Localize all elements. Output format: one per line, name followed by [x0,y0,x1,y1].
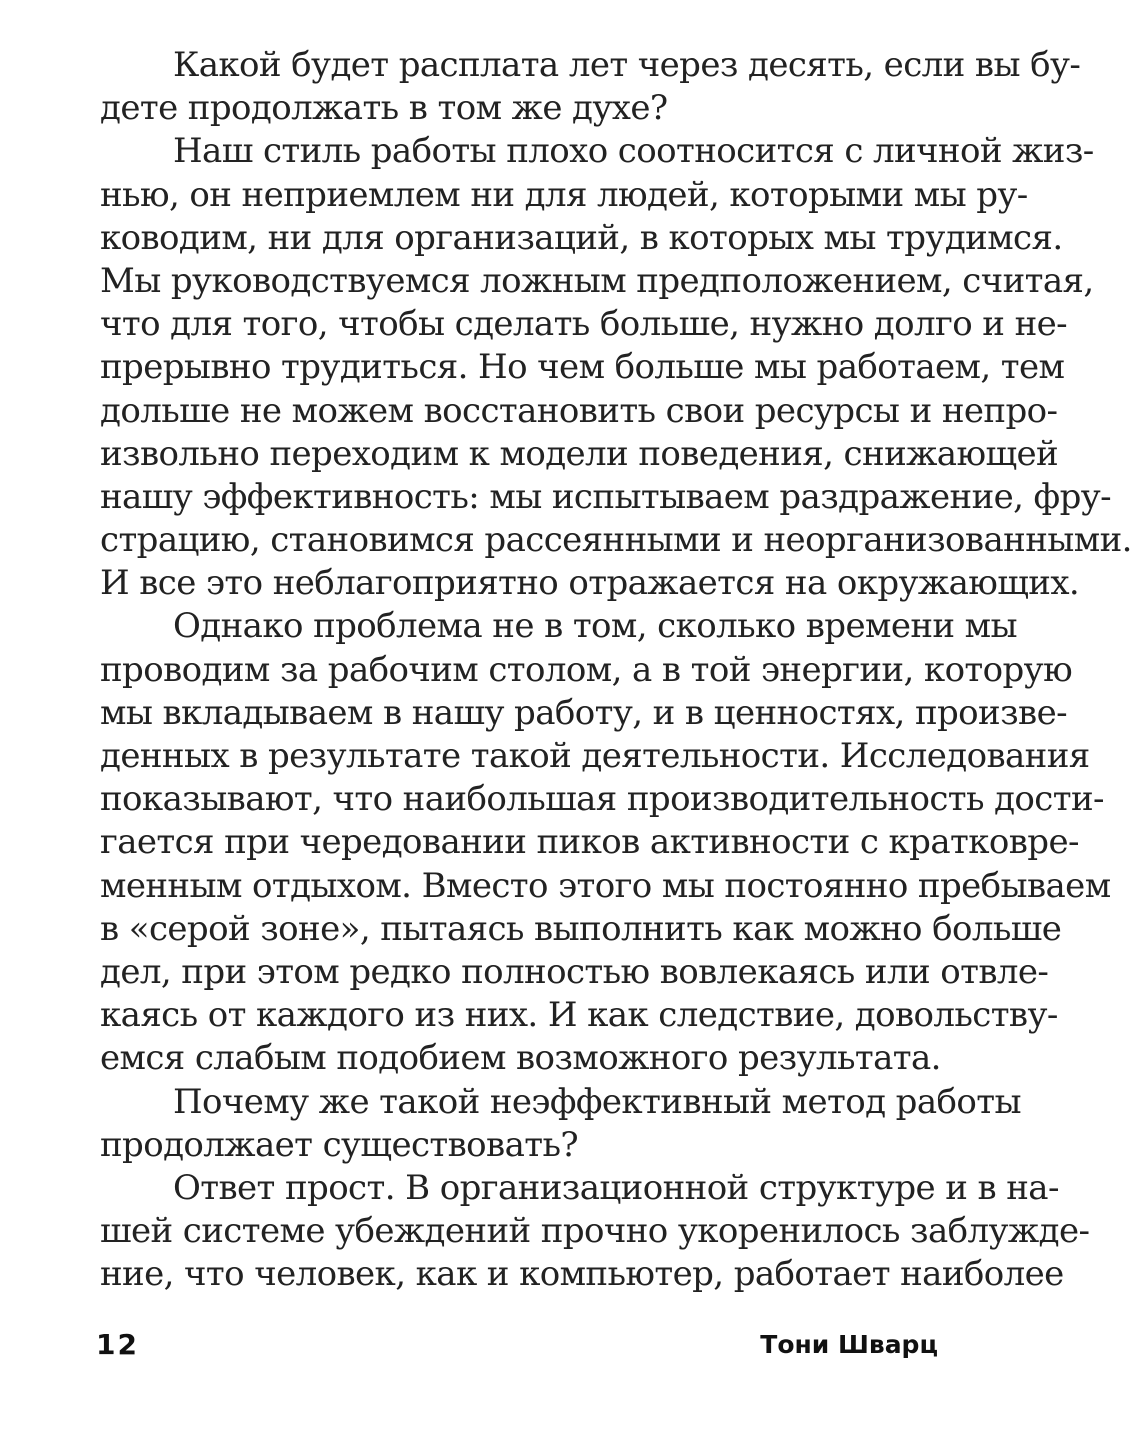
text-line: нашу эффективность: мы испытываем раздражение, фру- [100,476,1112,517]
text-line: дольше не можем восстановить свои ресурсы и непро- [100,390,1058,431]
text-line: ководим, ни для организаций, в которых мы трудимся. [100,217,1063,258]
text-line: менным отдыхом. Вместо этого мы постоянно пребываем [100,865,1111,906]
text-line: что для того, чтобы сделать больше, нужно долго и не- [100,304,1068,345]
paragraph-5 [100,1167,1090,1297]
text-line: Мы руководствуемся ложным предположением, считая, [100,260,1094,301]
text-line: дете продолжать в том же духе? [100,88,668,129]
text-line: нью, он неприемлем ни для людей, которыми мы ру- [100,174,1028,215]
text-line: дел, при этом редко полностью вовлекаясь или отвле- [100,951,1049,992]
text-line: ние, что человек, как и компьютер, работает наиболее [100,1254,1064,1295]
page-number: 12 [96,1328,139,1361]
text-line: в «серой зоне», пытаясь выполнить как можно больше [100,908,1062,949]
text-line: гается при чередовании пиков активности с кратковре- [100,822,1079,863]
paragraph-1 [100,44,1081,130]
text-line: шей системе убеждений прочно укоренилось заблужде- [100,1211,1090,1252]
text-line: каясь от каждого из них. И как следствие, довольству- [100,995,1058,1036]
text-line: страцию, становимся рассеянными и неорганизованными. [100,520,1132,561]
text-line: мы вкладываем в нашу работу, и в ценностях, произве- [100,692,1068,733]
text-line: Ответ прост. В организационной структуре и в на- [173,1167,1059,1208]
text-line: Наш стиль работы плохо соотносится с личной жиз- [173,131,1094,172]
text-line: Почему же такой неэффективный метод работы [173,1081,1021,1122]
text-line: денных в результате такой деятельности. Исследования [100,736,1090,776]
text-line: проводим за рабочим столом, а в той энергии, которую [100,649,1073,690]
text-line: извольно переходим к модели поведения, снижающей [100,433,1059,474]
text-line: прерывно трудиться. Но чем больше мы работаем, тем [100,347,1065,388]
text-line: емся слабым подобием возможного результата. [100,1038,941,1079]
body-text [100,44,1132,1296]
text-line: Какой будет расплата лет через десять, если вы бу- [173,45,1081,85]
text-line: продолжает существовать? [100,1124,578,1165]
text-line: И все это неблагоприятно отражается на окружающих. [100,563,1080,604]
text-line: показывают, что наибольшая производительность дости- [100,779,1104,820]
paragraph-4 [100,1081,1021,1167]
paragraph-3 [100,605,1111,1080]
paragraph-2 [100,130,1132,605]
text-line: Однако проблема не в том, сколько времени мы [173,606,1017,647]
running-footer-author: Тони Шварц [760,1330,938,1359]
